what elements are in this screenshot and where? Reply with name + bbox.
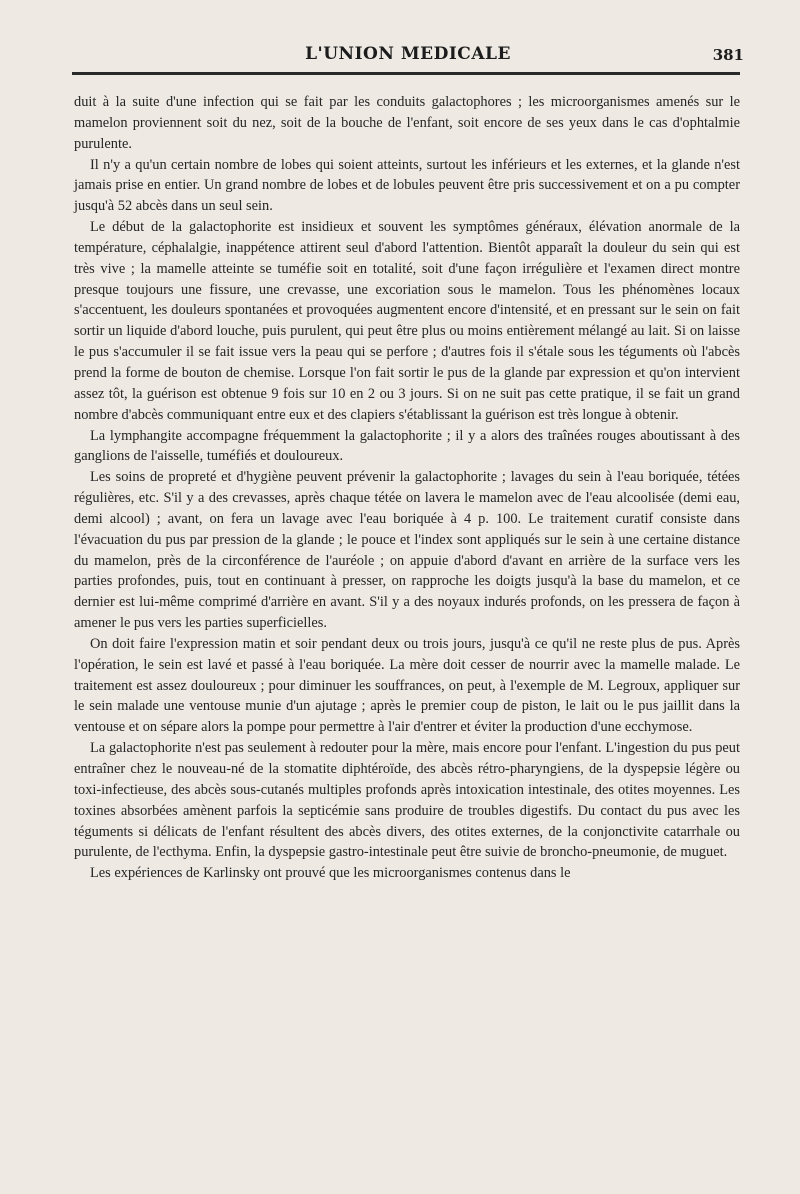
paragraph: La galactophorite n'est pas seulement à redouter pour la mère, mais encore pour l'enfant. L'ingestion du pus peut entraîner chez le nouveau-né de la stomatite diphtéroïde, des abcès rétro-pharyngiens, de la dyspepsie légère ou toxi-infectieuse, des abcès sous-cutanés multiples profonds après intoxication intestinale, des otites moyennes. Les toxines absorbées amènent parfois la septicémie sans produire de troubles digestifs. Du contact du pus avec les téguments si délicats de l'enfant résultent des abcès divers, des otites externes, de la conjonctivite catarrhale ou purulente, de l'ecthyma. Enfin, la dyspepsie gastro-intestinale peut être suivie de broncho-pneumonie, de muguet.: [74, 740, 740, 861]
paragraph: Les soins de propreté et d'hygiène peuvent prévenir la galactophorite ; lavages du sein à l'eau boriquée, tétées régulières, etc. S'il y a des crevasses, après chaque tétée on lavera le mamelon avec de l'eau alcoolisée (demi eau, demi alcool) ; avant, on fera un lavage avec l'eau boriquée à 4 p. 100. Le traitement curatif consiste dans l'évacuation du pus par pression de la glande ; le pouce et l'index sont appliqués sur le sein à une certaine distance du mamelon, près de la circonférence de l'auréole ; on appuie d'abord d'avant en arrière de la surface vers les parties profondes, puis, tout en continuant à presser, on rapproche les doigts jusqu'à la base du mamelon, et ce dernier est lui-même comprimé d'arrière en avant. S'il y a des noyaux indurés profonds, on les pressera de façon à amener le pus vers les parties superficielles.: [74, 469, 740, 632]
paragraph: duit à la suite d'une infection qui se fait par les conduits galactophores ; les microorganismes amenés sur le mamelon proviennent soit du nez, soit de la bouche de l'enfant, soit encore de ses yeux dans le cas d'ophtalmie purulente.: [74, 94, 740, 152]
page-number: 381: [712, 46, 744, 64]
paragraph: Il n'y a qu'un certain nombre de lobes qui soient atteints, surtout les inférieurs et les externes, et la glande n'est jamais prise en entier. Un grand nombre de lobes et de lobules peuvent être pris successivement et on a pu compter jusqu'à 52 abcès dans un seul sein.: [74, 156, 740, 215]
paragraph: On doit faire l'expression matin et soir pendant deux ou trois jours, jusqu'à ce qu'il ne reste plus de pus. Après l'opération, le sein est lavé et passé à l'eau boriquée. La mère doit cesser de nourrir avec la mamelle malade. Le traitement est assez douloureux ; pour diminuer les souffrances, on peut, à l'exemple de M. Legroux, appliquer sur le sein malade une ventouse munie d'un ajutage ; après le premier coup de piston, le lait ou le pus jaillit dans la ventouse et on sépare alors la pompe pour permettre à l'air d'entrer et éviter la production d'une ecchymose.: [74, 635, 740, 736]
paragraph: La lymphangite accompagne fréquemment la galactophorite ; il y a alors des traînées rouges aboutissant à des ganglions de l'aisselle, tuméfiés et douloureux.: [74, 427, 740, 465]
page-header: [72, 44, 744, 74]
header-rule: [72, 72, 740, 75]
article-body: [74, 92, 740, 884]
paragraph: Le début de la galactophorite est insidieux et souvent les symptômes généraux, élévation anormale de la température, céphalalgie, inappétence attirent seul d'abord l'attention. Bientôt apparaît la douleur du sein qui est très vive ; la mamelle atteinte se tuméfie soit en totalité, soit d'une façon irrégulière et l'examen direct montre presque toujours une fissure, une crevasse, une excoriation sous le mamelon. Tous les phénomènes locaux s'accentuent, les douleurs spontanées et provoquées augmentent encore d'intensité, et en pressant sur le sein on fait sortir un liquide d'abord louche, puis purulent, qui peut être plus ou moins entièrement mélangé au lait. Si on laisse le pus s'accumuler il se fait issue vers la peau qui se perfore ; d'autres fois il s'étale sous les téguments où l'abcès prend la forme de bouton de chemise. Lorsque l'on fait sortir le pus de la glande par expression et qu'on intervient assez tôt, la guérison est obtenue 9 fois sur 10 en 2 ou 3 jours. Si on ne suit pas cette pratique, il se fait un grand nombre d'abcès communiquant entre eux et des clapiers s'établissant la guérison est très longue à obtenir.: [74, 219, 740, 423]
paragraph: Les expériences de Karlinsky ont prouvé que les microorganismes contenus dans le: [90, 865, 571, 882]
running-title: L'UNION MEDICALE: [305, 44, 511, 64]
